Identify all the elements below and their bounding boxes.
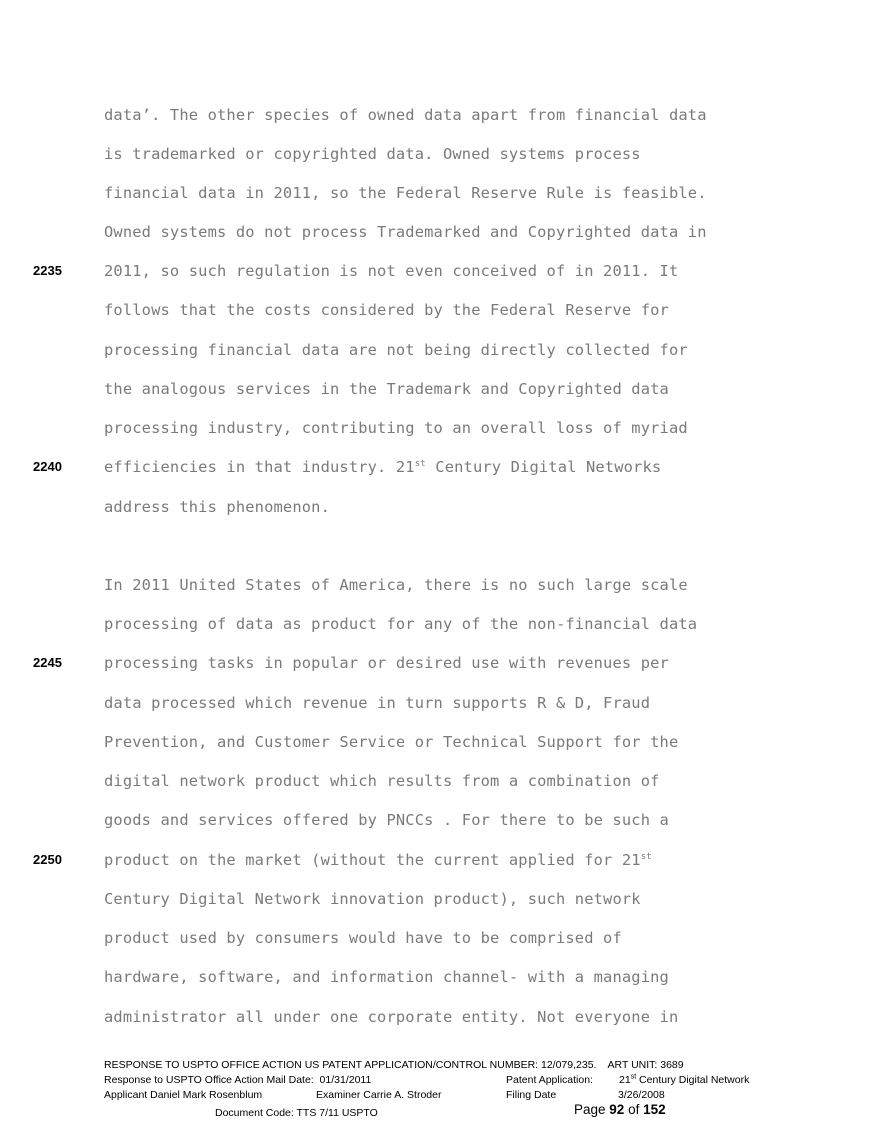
text-line: data’. The other species of owned data apart from financial data <box>104 106 707 124</box>
text-line: Century Digital Network innovation product), such network <box>104 890 641 908</box>
text-line: digital network product which results from a combination of <box>104 772 660 790</box>
text-line: is trademarked or copyrighted data. Owned systems process <box>104 145 641 163</box>
page-of: of <box>624 1102 644 1117</box>
line-number: 2240 <box>33 459 62 474</box>
line-number: 2250 <box>33 852 62 867</box>
line-number: 2235 <box>33 263 62 278</box>
text-segment: Century Digital Network <box>636 1074 750 1086</box>
page-total: 152 <box>643 1102 666 1117</box>
text-line: financial data in 2011, so the Federal Reserve Rule is feasible. <box>104 184 707 202</box>
text-line <box>104 457 661 477</box>
text-line: the analogous services in the Trademark and Copyrighted data <box>104 380 669 398</box>
footer-filing-date: 3/26/2008 <box>618 1089 665 1101</box>
footer-mail-date: Response to USPTO Office Action Mail Date: 01/31/2011 <box>104 1074 372 1086</box>
text-segment: 21 <box>619 1074 631 1086</box>
text-segment: product on the market (without the current applied for 21 <box>104 851 641 869</box>
text-line: In 2011 United States of America, there is no such large scale <box>104 576 688 594</box>
text-line: goods and services offered by PNCCs . For there to be such a <box>104 811 669 829</box>
text-line: hardware, software, and information channel- with a managing <box>104 968 669 986</box>
text-line: Prevention, and Customer Service or Technical Support for the <box>104 733 679 751</box>
text-line: processing financial data are not being directly collected for <box>104 341 688 359</box>
text-segment: Century Digital Networks <box>425 458 662 476</box>
line-number: 2245 <box>33 655 62 670</box>
footer-applicant: Applicant Daniel Mark Rosenblum <box>104 1089 263 1101</box>
superscript: st <box>640 851 652 862</box>
text-line: data processed which revenue in turn supports R & D, Fraud <box>104 694 651 712</box>
page-word: Page <box>574 1102 610 1117</box>
footer-filing-label: Filing Date <box>506 1089 557 1101</box>
text-segment: efficiencies in that industry. 21 <box>104 458 415 476</box>
text-line: processing tasks in popular or desired use with revenues per <box>104 654 669 672</box>
text-line: processing of data as product for any of the non-financial data <box>104 615 698 633</box>
superscript: st <box>414 458 426 469</box>
footer-patent-title <box>619 1073 749 1087</box>
text-line: address this phenomenon. <box>104 498 330 516</box>
text-line: 2011, so such regulation is not even conceived of in 2011. It <box>104 262 679 280</box>
footer-patent-label: Patent Application: <box>506 1074 593 1086</box>
superscript: st <box>630 1073 637 1081</box>
text-line: Owned systems do not process Trademarked and Copyrighted data in <box>104 223 707 241</box>
text-line: follows that the costs considered by the Federal Reserve for <box>104 301 669 319</box>
footer-document-code: Document Code: TTS 7/11 USPTO <box>215 1107 378 1119</box>
text-line <box>104 850 652 870</box>
text-line: product used by consumers would have to be comprised of <box>104 929 622 947</box>
text-line: administrator all under one corporate entity. Not everyone in <box>104 1008 679 1026</box>
footer-examiner: Examiner Carrie A. Stroder <box>316 1089 442 1101</box>
footer-line: RESPONSE TO USPTO OFFICE ACTION US PATENT APPLICATION/CONTROL NUMBER: 12/079,235. ART UNIT: 3689 <box>104 1059 684 1071</box>
text-line: processing industry, contributing to an overall loss of myriad <box>104 419 688 437</box>
page-indicator <box>574 1103 666 1117</box>
page-number: 92 <box>609 1102 625 1117</box>
